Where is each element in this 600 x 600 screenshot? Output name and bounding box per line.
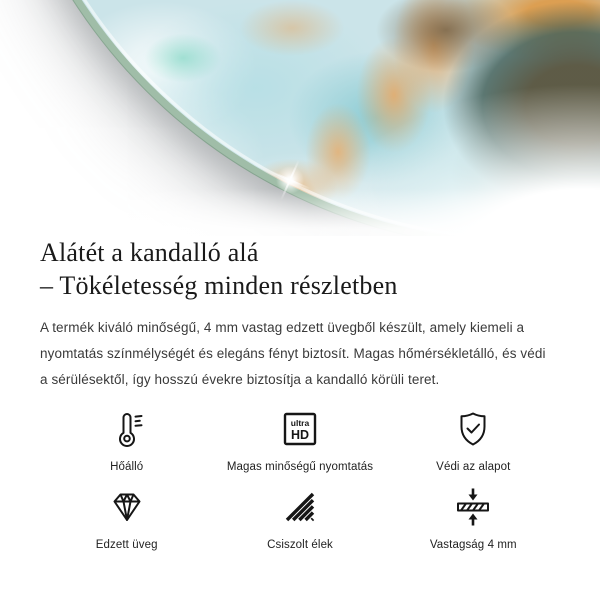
page-title bbox=[40, 236, 560, 302]
ultra-hd-badge-top: ultra bbox=[290, 418, 310, 428]
feature-protects-base bbox=[387, 409, 560, 473]
feature-label: Csiszolt élek bbox=[267, 539, 333, 551]
product-description-section bbox=[0, 236, 600, 551]
feature-polished-edges bbox=[213, 487, 386, 551]
glass-disc-marble-print bbox=[0, 0, 600, 236]
feature-tempered-glass bbox=[40, 487, 213, 551]
product-description-text: A termék kiváló minőségű, 4 mm vastag edzett üvegből készült, amely kiemeli a nyomtatás színmélységét és elegáns fényt biztosít. Magas hőmérsékletálló, és védi a sérülésektől, így hosszú évekre biztosítja a kandalló körüli teret. bbox=[40, 320, 546, 387]
feature-thickness bbox=[387, 487, 560, 551]
polished-edges-icon bbox=[280, 487, 320, 527]
feature-heat-resistant bbox=[40, 409, 213, 473]
page-title-line1: Alátét a kandalló alá bbox=[40, 238, 259, 267]
feature-label: Védi az alapot bbox=[436, 461, 511, 473]
ultra-hd-badge-bottom: HD bbox=[290, 428, 310, 442]
feature-label: Hőálló bbox=[110, 461, 144, 473]
diamond-icon bbox=[107, 487, 147, 527]
feature-label: Magas minőségű nyomtatás bbox=[226, 461, 374, 473]
ultra-hd-icon bbox=[280, 409, 320, 449]
thermometer-icon bbox=[107, 409, 147, 449]
thickness-icon bbox=[453, 487, 493, 527]
feature-label: Vastagság 4 mm bbox=[429, 539, 517, 551]
feature-grid bbox=[40, 409, 560, 551]
feature-label: Edzett üveg bbox=[95, 539, 158, 551]
page-title-line2: – Tökéletesség minden részletben bbox=[40, 271, 398, 300]
shield-check-icon bbox=[453, 409, 493, 449]
feature-print-quality bbox=[213, 409, 386, 473]
product-image bbox=[0, 0, 600, 236]
